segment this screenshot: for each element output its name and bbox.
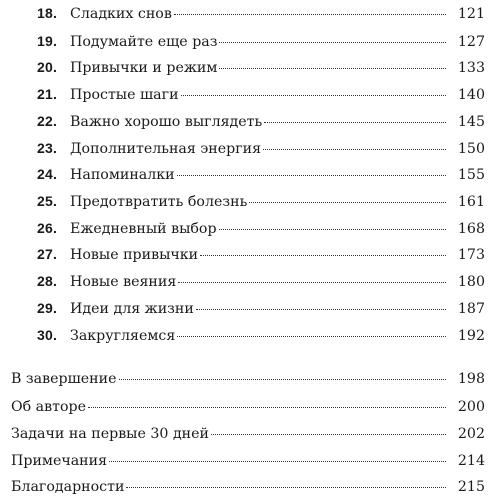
dot-leader — [177, 336, 446, 337]
page-number: 187 — [457, 301, 485, 317]
toc-entry-chapter-24[interactable] — [0, 163, 500, 185]
chapter-number: 28. — [37, 273, 58, 289]
chapter-title: Сладких снов — [70, 6, 172, 22]
dot-leader — [178, 282, 446, 283]
chapter-number: 24. — [37, 166, 58, 182]
toc-entry-chapter-18[interactable] — [0, 2, 500, 24]
dot-leader — [264, 122, 446, 123]
page-number: 161 — [457, 194, 485, 210]
chapter-number: 21. — [37, 86, 58, 102]
dot-leader — [200, 255, 446, 256]
chapter-title: Предотвратить болезнь — [70, 194, 248, 210]
dot-leader — [109, 461, 446, 462]
section-title: Задачи на первые 30 дней — [11, 426, 209, 442]
page-number: 150 — [457, 141, 485, 157]
section-title: В завершение — [11, 371, 117, 387]
chapter-title: Напоминалки — [70, 167, 175, 183]
toc-entry-30-day-tasks[interactable] — [0, 423, 500, 445]
toc-entry-about-author[interactable] — [0, 396, 500, 418]
dot-leader — [177, 175, 446, 176]
page-number: 214 — [457, 453, 485, 469]
dot-leader — [119, 379, 447, 380]
dot-leader — [263, 149, 446, 150]
dot-leader — [249, 202, 446, 203]
section-title: Благодарности — [11, 479, 125, 495]
chapter-title: Новые веяния — [70, 274, 177, 290]
page-number: 155 — [457, 167, 485, 183]
chapter-number: 30. — [37, 327, 58, 343]
page-number: 173 — [457, 247, 485, 263]
chapter-title: Привычки и режим — [70, 60, 218, 76]
chapter-title: Дополнительная энергия — [70, 141, 262, 157]
chapter-title: Простые шаги — [70, 87, 179, 103]
page-number: 168 — [457, 221, 485, 237]
page-number: 180 — [457, 274, 485, 290]
toc-entry-chapter-25[interactable] — [0, 190, 500, 212]
dot-leader — [181, 95, 446, 96]
page-number: 192 — [457, 328, 485, 344]
chapter-number: 22. — [37, 113, 58, 129]
dot-leader — [196, 309, 446, 310]
chapter-title: Подумайте еще раз — [70, 34, 218, 50]
section-title: Об авторе — [11, 399, 86, 415]
page-number: 121 — [457, 6, 485, 22]
chapter-number: 26. — [37, 220, 58, 236]
chapter-title: Закругляемся — [70, 328, 176, 344]
dot-leader — [126, 487, 446, 488]
chapter-number: 20. — [37, 59, 58, 75]
chapter-title: Ежедневный выбор — [70, 221, 217, 237]
toc-entry-notes[interactable] — [0, 450, 500, 472]
dot-leader — [219, 229, 446, 230]
toc-entry-chapter-28[interactable] — [0, 270, 500, 292]
toc-entry-chapter-30[interactable] — [0, 324, 500, 346]
toc-entry-chapter-19[interactable] — [0, 30, 500, 52]
chapter-title: Новые привычки — [70, 247, 199, 263]
chapter-number: 19. — [37, 33, 58, 49]
page-number: 127 — [457, 34, 485, 50]
toc-entry-chapter-21[interactable] — [0, 83, 500, 105]
chapter-number: 23. — [37, 140, 58, 156]
chapter-title: Идеи для жизни — [70, 301, 194, 317]
toc-entry-conclusion[interactable] — [0, 368, 500, 390]
page-number: 198 — [457, 371, 485, 387]
chapter-number: 25. — [37, 193, 58, 209]
page-number: 202 — [457, 426, 485, 442]
toc-entry-chapter-26[interactable] — [0, 217, 500, 239]
page-number: 200 — [457, 399, 485, 415]
page-number: 133 — [457, 60, 485, 76]
toc-entry-chapter-23[interactable] — [0, 137, 500, 159]
page-number: 215 — [457, 479, 485, 495]
dot-leader — [219, 68, 446, 69]
section-title: Примечания — [11, 453, 108, 469]
dot-leader — [219, 42, 446, 43]
toc-entry-chapter-22[interactable] — [0, 110, 500, 132]
chapter-number: 18. — [37, 5, 58, 21]
toc-entry-chapter-20[interactable] — [0, 56, 500, 78]
dot-leader — [174, 14, 446, 15]
toc-entry-acknowledgements[interactable] — [0, 476, 500, 498]
toc-entry-chapter-27[interactable] — [0, 243, 500, 265]
dot-leader — [88, 407, 446, 408]
page-number: 145 — [457, 114, 485, 130]
chapter-number: 29. — [37, 300, 58, 316]
chapter-number: 27. — [37, 246, 58, 262]
dot-leader — [211, 434, 446, 435]
toc-entry-chapter-29[interactable] — [0, 297, 500, 319]
chapter-title: Важно хорошо выглядеть — [70, 114, 263, 130]
page-number: 140 — [457, 87, 485, 103]
